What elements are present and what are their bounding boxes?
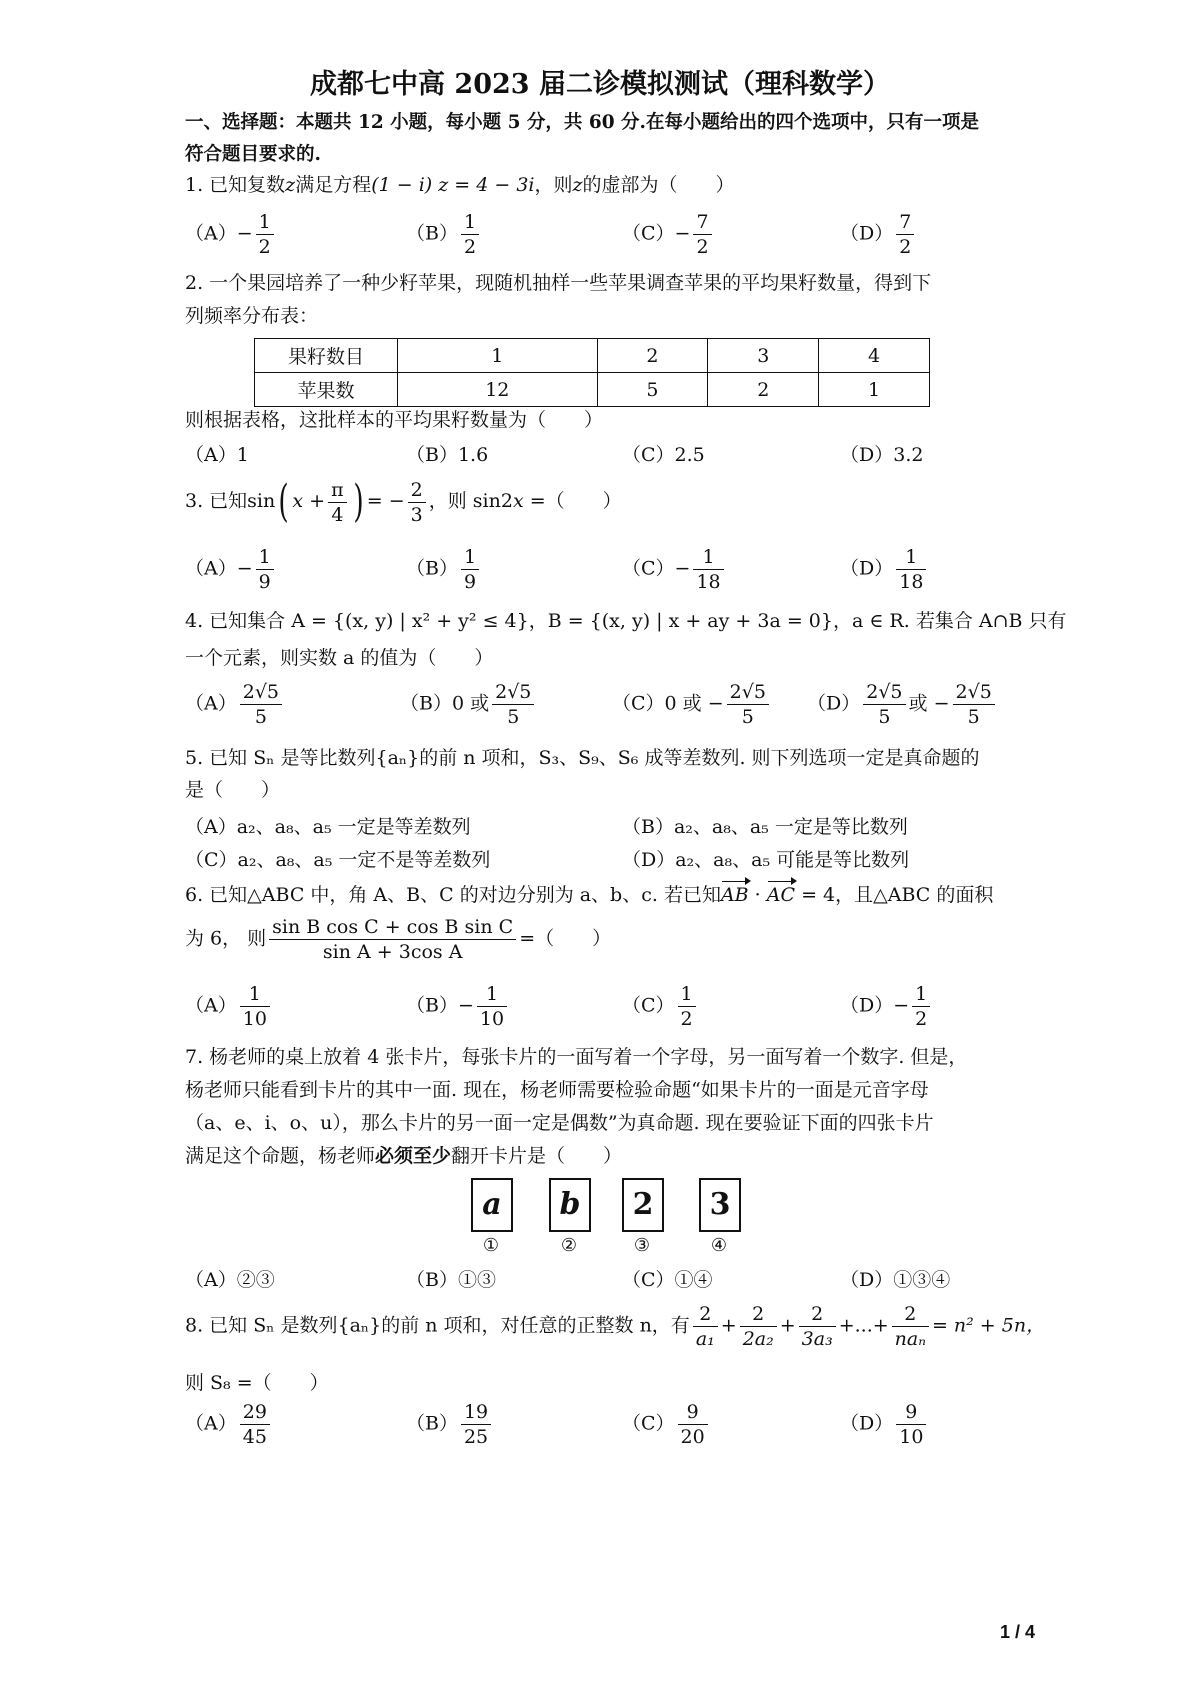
q5-option-d: （D）a₂、a₈、a₅ 可能是等比数列: [622, 849, 910, 871]
card-1: a: [471, 1178, 513, 1232]
table-cell: 2: [708, 373, 819, 407]
card-2-label: ②: [560, 1235, 578, 1256]
table-row: [255, 339, 930, 373]
q7-option-c: （C）①④: [622, 1269, 713, 1291]
q5-option-c: （C）a₂、a₈、a₅ 一定不是等差数列: [185, 849, 491, 871]
table-cell: 3: [708, 339, 819, 373]
question-2-line1: 2. 一个果园培养了一种少籽苹果，现随机抽样一些苹果调查苹果的平均果籽数量，得到下: [185, 272, 932, 294]
q3-option-b: （B） $\frac{1}{9}$: [406, 545, 482, 594]
question-8-line2: 则 S₈ =（ ）: [185, 1372, 329, 1394]
q6-option-c: （C） $\frac{1}{2}$: [622, 982, 699, 1031]
q3-option-d: （D） $\frac{1}{18}$: [840, 545, 929, 594]
card-4: 3: [699, 1178, 741, 1232]
page-number: 1 / 4: [1000, 1622, 1036, 1642]
question-7-line3: （a、e、i、o、u），那么卡片的另一面一定是偶数”为真命题. 现在要验证下面的四张卡片: [185, 1112, 934, 1134]
section-heading-line1: 一、选择题：本题共 12 小题，每小题 5 分，共 60 分.在每小题给出的四个选项中，只有一项是: [185, 112, 979, 133]
q1-option-b: （B） $\frac{1}{2}$: [406, 210, 482, 259]
q7-option-d: （D）①③④: [840, 1269, 951, 1291]
q4-option-b: （B）0 或 $\frac{2√5}{5}$: [400, 680, 537, 729]
q7-option-b: （B）①③: [406, 1269, 496, 1291]
q2-option-b: （B）1.6: [406, 444, 489, 466]
q1-option-d: （D） $\frac{7}{2}$: [840, 210, 917, 259]
question-6-line1: 6. 已知△ABC 中，角 A、B、C 的对边分别为 a、b、c. 若已知AB · AC = 4，且△ABC 的面积: [185, 880, 993, 910]
question-7-line1: 7. 杨老师的桌上放着 4 张卡片，每张卡片的一面写着一个字母，另一面写着一个数字. 但是，: [185, 1046, 968, 1068]
q7-option-a: （A）②③: [185, 1269, 275, 1291]
q1-option-c: （C）− $\frac{7}{2}$: [622, 210, 715, 259]
q1-option-a: （A）− $\frac{1}{2}$: [185, 210, 277, 259]
q5-option-b: （B）a₂、a₈、a₅ 一定是等比数列: [622, 816, 908, 838]
card-4-label: ④: [710, 1235, 728, 1256]
table-cell: 12: [398, 373, 598, 407]
card-1-label: ①: [482, 1235, 500, 1256]
card-3: 2: [622, 1178, 664, 1232]
card-3-label: ③: [633, 1235, 651, 1256]
question-5-line1: 5. 已知 Sₙ 是等比数列{aₙ}的前 n 项和，S₃、S₉、S₆ 成等差数列. 则下列选项一定是真命题的: [185, 747, 980, 769]
question-4-line2: 一个元素，则实数 a 的值为（ ）: [185, 647, 494, 669]
question-2-line3: 则根据表格，这批样本的平均果籽数量为（ ）: [185, 409, 604, 431]
q4-option-c: （C）0 或 − $\frac{2√5}{5}$: [612, 680, 772, 729]
table-cell: 1: [398, 339, 598, 373]
section-heading-line2: 符合题目要求的.: [185, 144, 321, 165]
question-1-stem: 1. 已知复数z满足方程(1 − i) z = 4 − 3i，则z的虚部为（ ）: [185, 174, 735, 196]
q4-option-d: （D） $\frac{2√5}{5}$ 或 − $\frac{2√5}{5}$: [807, 680, 998, 729]
q4-option-a: （A） $\frac{2√5}{5}$: [185, 680, 285, 729]
question-3-stem: 3. 已知sin( x + $\frac{\pi}{4}$ ) = − $\frac{2}{3}$ ，则 sin2x =（ ）: [185, 476, 622, 527]
table-cell: 5: [597, 373, 708, 407]
q2-option-a: （A）1: [185, 444, 249, 466]
q8-option-b: （B） $\frac{19}{25}$: [406, 1400, 494, 1449]
q2-option-c: （C）2.5: [622, 444, 705, 466]
question-4-line1: 4. 已知集合 A = {(x, y) | x² + y² ≤ 4}，B = {(x, y) | x + ay + 3a = 0}，a ∈ R. 若集合 A∩B 只有: [185, 610, 1067, 632]
q6-option-d: （D）− $\frac{1}{2}$: [840, 982, 933, 1031]
question-8-line1: 8. 已知 Sₙ 是数列{aₙ}的前 n 项和，对任意的正整数 n，有 $\frac{2}{\text{a₁}}$ + $\frac{2}{\text{2a₂}}$ + $\frac{2}{\text{3a₃}}$ +...+ $\frac{2}{\text{naₙ}}$ = n² + 5n，: [185, 1303, 1046, 1350]
q6-option-b: （B）− $\frac{1}{10}$: [406, 982, 510, 1031]
q3-option-c: （C）− $\frac{1}{18}$: [622, 545, 727, 594]
question-6-line2: 为 6， 则 $\frac{\text{sin B cos C + cos B sin C}}{\text{sin A + 3cos A}}$ =（ ）: [185, 916, 612, 963]
q8-option-a: （A） $\frac{29}{45}$: [185, 1400, 273, 1449]
question-5-line2: 是（ ）: [185, 779, 281, 801]
table-row: [255, 373, 930, 407]
table-cell: 2: [597, 339, 708, 373]
frequency-table: [254, 338, 930, 407]
q6-option-a: （A） $\frac{1}{10}$: [185, 982, 273, 1031]
table-cell: 4: [819, 339, 930, 373]
q8-option-c: （C） $\frac{9}{20}$: [622, 1400, 711, 1449]
q8-option-d: （D） $\frac{9}{10}$: [840, 1400, 929, 1449]
card-2: b: [549, 1178, 591, 1232]
q3-option-a: （A）− $\frac{1}{9}$: [185, 545, 277, 594]
q5-option-a: （A）a₂、a₈、a₅ 一定是等差数列: [185, 816, 471, 838]
question-7-line2: 杨老师只能看到卡片的其中一面. 现在，杨老师需要检验命题“如果卡片的一面是元音字母: [185, 1079, 929, 1101]
page-title: 成都七中高 2023 届二诊模拟测试（理科数学）: [310, 69, 890, 100]
table-cell: 苹果数: [255, 373, 398, 407]
q2-option-d: （D）3.2: [840, 444, 924, 466]
question-7-line4: 满足这个命题，杨老师必须至少翻开卡片是（ ）: [185, 1145, 623, 1167]
question-2-line2: 列频率分布表：: [185, 305, 319, 327]
table-cell: 1: [819, 373, 930, 407]
table-cell: 果籽数目: [255, 339, 398, 373]
